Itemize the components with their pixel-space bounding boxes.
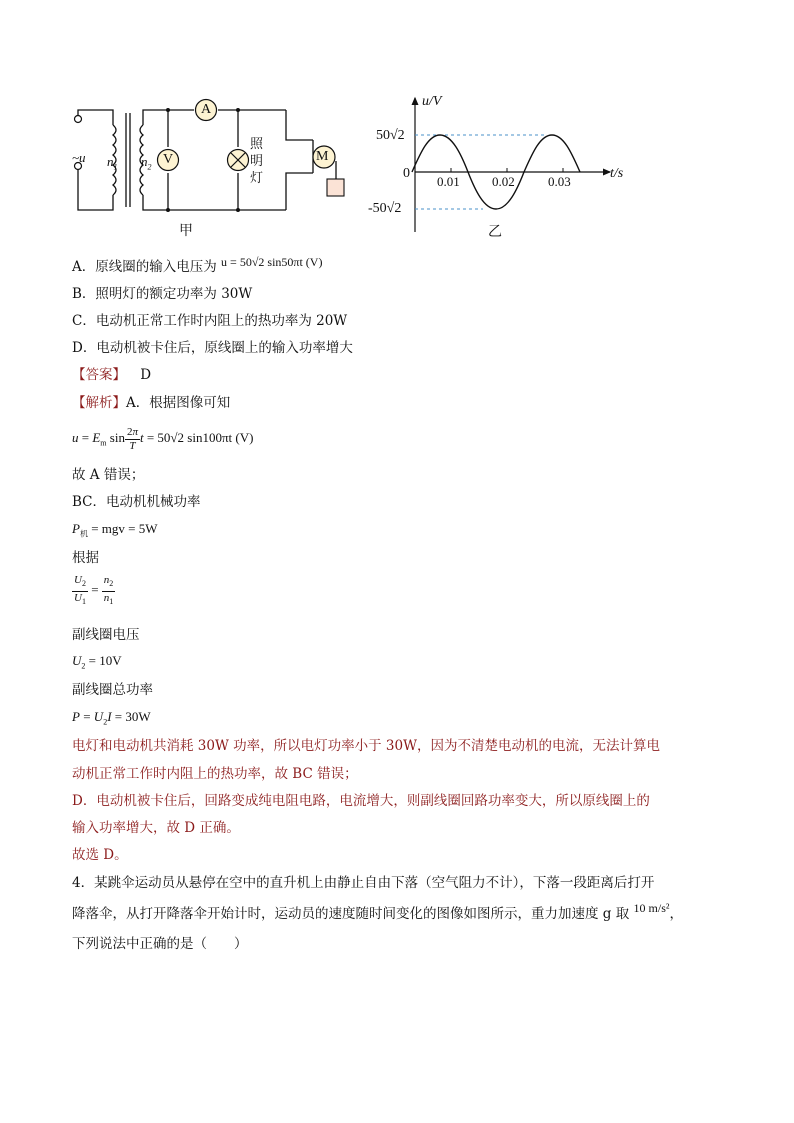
origin-label: 0 — [403, 166, 410, 181]
analysis-secondary-power: 副线圈总功率 — [72, 682, 153, 698]
analysis-a-text: A．根据图像可知 — [126, 395, 231, 411]
analysis-a-conclusion: 故 A 错误； — [72, 467, 145, 483]
answer-label: 【答案】 — [72, 367, 126, 383]
option-b: B．照明灯的额定功率为 30W — [72, 286, 253, 302]
question4-line2: 降落伞，从打开降落伞开始计时，运动员的速度随时间变化的图像如图所示，重力加速度 g 取 10 m/s²， — [72, 901, 683, 922]
n2-label: $n_2$ — [141, 154, 152, 172]
n1-label: $n_1$ — [107, 154, 118, 172]
question4-line2-text: 降落伞，从打开降落伞开始计时，运动员的速度随时间变化的图像如图所示，重力加速度 g 取 — [72, 906, 630, 922]
analysis-according: 根据 — [72, 550, 99, 566]
option-a-formula: u = 50√2 sin50πt (V) — [221, 255, 323, 269]
source-label: ~u — [72, 150, 86, 165]
ammeter-label: A — [201, 102, 212, 117]
answer-line — [72, 366, 151, 384]
analysis-final: 故选 D。 — [72, 847, 128, 863]
formula-3: $U_2 = 10V$ — [72, 653, 122, 671]
y-axis-label: u/V — [422, 94, 442, 109]
formula-4: $P = U_2I = 30W$ — [72, 709, 151, 727]
option-a — [72, 255, 323, 276]
y-max-label: 50√2 — [376, 128, 405, 143]
y-min-label: -50√2 — [368, 201, 402, 216]
tick-label: 0.03 — [548, 174, 571, 189]
question4-line3: 下列说法中正确的是（ ） — [72, 936, 248, 952]
analysis-a-intro — [72, 394, 230, 412]
tick-label: 0.01 — [437, 174, 460, 189]
formula-2: $P_机$ = mgv = 5W — [72, 521, 158, 539]
formula-3-rhs: = 10V — [88, 653, 122, 668]
analysis-red-4: 输入功率增大，故 D 正确。 — [72, 820, 240, 836]
analysis-label: 【解析】 — [72, 395, 126, 411]
analysis-red-3: D．电动机被卡住后，回路变成纯电阻电路，电流增大，则副线圈回路功率变大，所以原线圈上的 — [72, 793, 650, 809]
analysis-red-1: 电灯和电动机共消耗 30W 功率，所以电灯功率小于 30W，因为不清楚电动机的电流，无法计算电 — [72, 738, 660, 754]
analysis-bc-intro: BC．电动机机械功率 — [72, 494, 201, 510]
analysis-secondary-voltage: 副线圈电压 — [72, 627, 140, 643]
option-d: D．电动机被卡住后，原线圈上的输入功率增大 — [72, 340, 353, 356]
motor-label: M — [316, 149, 329, 164]
option-c: C．电动机正常工作时内阻上的热功率为 20W — [72, 313, 348, 329]
formula-1-rhs: = 50√2 sin100πt (V) — [146, 430, 254, 445]
question4-unit: 10 m/s² — [633, 901, 670, 915]
tick-label: 0.02 — [492, 174, 515, 189]
option-a-text: A．原线圈的输入电压为 — [72, 259, 217, 275]
figure-jia-caption: 甲 — [179, 223, 193, 239]
question4-line1: 4．某跳伞运动员从悬停在空中的直升机上由静止自由下落（空气阻力不计），下落一段距离后打开 — [72, 875, 655, 891]
formula-ratio: $\frac{U_2}{U_1}$ = $\frac{n_2}{n_1}$ — [74, 574, 114, 606]
answer-value: D — [140, 367, 152, 383]
formula-1: $u = E_m$ sin $\frac{2\pi}{T}$ t = 50√2 sin100πt (V) — [72, 425, 254, 452]
analysis-red-2: 动机正常工作时内阻上的热功率，故 BC 错误； — [72, 766, 358, 782]
voltmeter-label: V — [163, 152, 174, 167]
lamp-label: 照 明 灯 — [250, 137, 264, 186]
figure-yi-caption: 乙 — [488, 224, 502, 240]
formula-4-rhs: = 30W — [114, 709, 151, 724]
x-axis-label: t/s — [610, 166, 624, 181]
formula-2-rhs: = mgv = 5W — [91, 521, 158, 536]
